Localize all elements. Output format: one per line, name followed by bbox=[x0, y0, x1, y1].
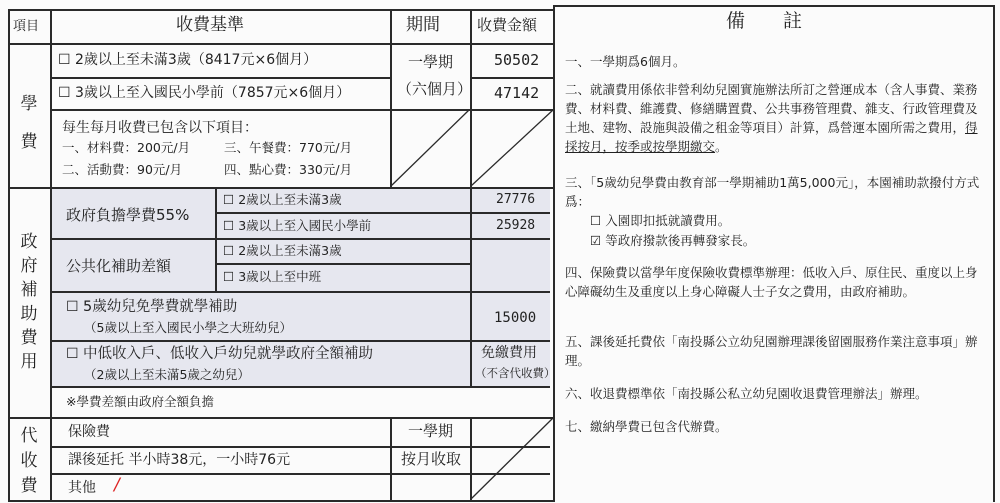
checkbox-icon[interactable]: ☐ bbox=[66, 346, 79, 362]
gov-public-option-label: 2歲以上至未滿3歲 bbox=[238, 243, 342, 258]
header-period: 期間 bbox=[406, 15, 440, 35]
gov-low-income-amount-2: （不含代收費） bbox=[475, 366, 556, 380]
header-item: 項目 bbox=[13, 19, 40, 34]
gov-low-income-amount-1: 免繳費用 bbox=[481, 345, 537, 361]
gov-public-option-2-3[interactable] bbox=[223, 242, 342, 260]
gov-share-amount-2: 25928 bbox=[496, 218, 536, 233]
remark-5: 五、課後延托費依「南投縣公立幼兒園辦理課後留園服務作業注意事項」辦理。 bbox=[565, 334, 978, 368]
remark-2-text: 二、就讀費用係依非營利幼兒園實施辦法所訂之營運成本（含人事費、業務費、材料費、維護費、修繕購置費、公共事務管理費、雜支、行政管理費及土地、建物、設施與設備之租金等項目）計算，爲營運本園所需之費用， bbox=[565, 82, 978, 135]
remark-1: 一、一學期爲6個月。 bbox=[565, 54, 686, 69]
gov-share-option-2-3[interactable] bbox=[223, 191, 342, 209]
gov-share-amount-1: 27776 bbox=[496, 192, 536, 207]
agency-other-mark: / bbox=[114, 475, 120, 495]
checkbox-icon[interactable]: ☐ bbox=[223, 192, 235, 207]
remark-2 bbox=[565, 80, 985, 156]
tuition-include-snack: 四、點心費：330元/月 bbox=[224, 162, 353, 177]
gov-low-income-line1: 中低收入戶、低收入戶幼兒就學政府全額補助 bbox=[83, 346, 374, 362]
gov-share-title: 政府負擔學費55% bbox=[66, 206, 190, 224]
header-basis: 收費基準 bbox=[176, 15, 244, 35]
gov-five-year-line1: 5歲幼兒免學費就學補助 bbox=[83, 299, 238, 315]
tuition-include-activity: 二、活動費：90元/月 bbox=[62, 162, 183, 177]
tuition-include-material: 一、材料費：200元/月 bbox=[62, 140, 191, 155]
remark-3-option-label: 等政府撥款後再轉發家長。 bbox=[605, 233, 756, 248]
tuition-option-label: 3歲以上至入國民小學前（7857元×6個月） bbox=[75, 85, 351, 101]
remark-3-option-label: 入園即扣抵就讀費用。 bbox=[605, 213, 731, 228]
tuition-period-line2: （六個月） bbox=[397, 80, 473, 98]
checkbox-icon[interactable]: ☐ bbox=[223, 269, 235, 284]
gov-five-year-line2: （5歲以上至入國民小學之大班幼兒） bbox=[84, 320, 292, 335]
gov-five-year-option[interactable] bbox=[66, 298, 237, 316]
header-amount: 收費金額 bbox=[477, 16, 538, 34]
agency-after-school: 課後延托 半小時38元，一小時76元 bbox=[68, 452, 291, 468]
gov-five-year-amount: 15000 bbox=[494, 310, 537, 326]
agency-insurance: 保險費 bbox=[68, 424, 110, 440]
header-remarks: 備 註 bbox=[726, 10, 803, 32]
tuition-period-line1: 一學期 bbox=[408, 53, 454, 71]
agency-after-school-period: 按月收取 bbox=[401, 450, 462, 468]
agency-fee-label: 代收費 bbox=[20, 426, 38, 496]
tuition-label: 學費 bbox=[20, 94, 38, 152]
gov-public-title: 公共化補助差額 bbox=[66, 257, 172, 275]
gov-footnote: ※學費差額由政府全額負擔 bbox=[66, 394, 214, 409]
checkbox-icon[interactable]: ☐ bbox=[58, 85, 71, 101]
gov-public-option-3-mid[interactable] bbox=[223, 268, 321, 286]
tuition-include-lunch: 三、午餐費：770元/月 bbox=[224, 140, 353, 155]
checkbox-icon[interactable]: ☐ bbox=[223, 218, 235, 233]
remark-2-end: 。 bbox=[715, 139, 728, 154]
remark-3-option-2[interactable] bbox=[590, 231, 970, 250]
gov-share-option-3-school[interactable] bbox=[223, 217, 371, 235]
gov-low-income-option[interactable] bbox=[66, 345, 373, 363]
checked-checkbox-icon[interactable]: ☑ bbox=[590, 233, 602, 248]
remark-3-option-1[interactable] bbox=[590, 211, 970, 230]
tuition-option-2-3[interactable] bbox=[58, 51, 317, 69]
checkbox-icon[interactable]: ☐ bbox=[590, 213, 602, 228]
checkbox-icon[interactable]: ☐ bbox=[66, 299, 79, 315]
tuition-option-3-school[interactable] bbox=[58, 84, 350, 102]
gov-subsidy-label: 政府補助費用 bbox=[20, 232, 38, 372]
gov-share-option-label: 3歲以上至入國民小學前 bbox=[238, 218, 372, 233]
gov-share-option-label: 2歲以上至未滿3歲 bbox=[238, 192, 342, 207]
tuition-option-label: 2歲以上至未滿3歲（8417元×6個月） bbox=[75, 52, 318, 68]
agency-insurance-period: 一學期 bbox=[408, 422, 454, 440]
tuition-amount-2: 47142 bbox=[494, 84, 540, 102]
remark-4: 四、保險費以當學年度保險收費標準辦理：低收入戶、原住民、重度以上身心障礙幼生及重度以上身心障礙人士子女之費用，由政府補助。 bbox=[565, 265, 978, 299]
checkbox-icon[interactable]: ☐ bbox=[223, 243, 235, 258]
remark-7: 七、繳納學費已包含代辦費。 bbox=[565, 419, 728, 434]
gov-low-income-line2: （2歲以上至未滿5歲之幼兒） bbox=[84, 367, 250, 382]
agency-other: 其他 bbox=[68, 480, 96, 496]
remark-2-underlined: 得採按月，按季或按學期繳交 bbox=[565, 120, 978, 154]
checkbox-icon[interactable]: ☐ bbox=[58, 52, 71, 68]
remark-3: 三、「5歲幼兒學費由教育部一學期補助1萬5,000元」，本園補助款撥付方式爲： bbox=[565, 175, 980, 209]
remark-6: 六、收退費標準依「南投縣公私立幼兒園收退費管理辦法」辦理。 bbox=[565, 386, 928, 401]
gov-public-option-label: 3歲以上至中班 bbox=[238, 269, 322, 284]
tuition-includes-title: 每生每月收費已包含以下項目： bbox=[62, 120, 258, 136]
tuition-amount-1: 50502 bbox=[494, 51, 540, 69]
